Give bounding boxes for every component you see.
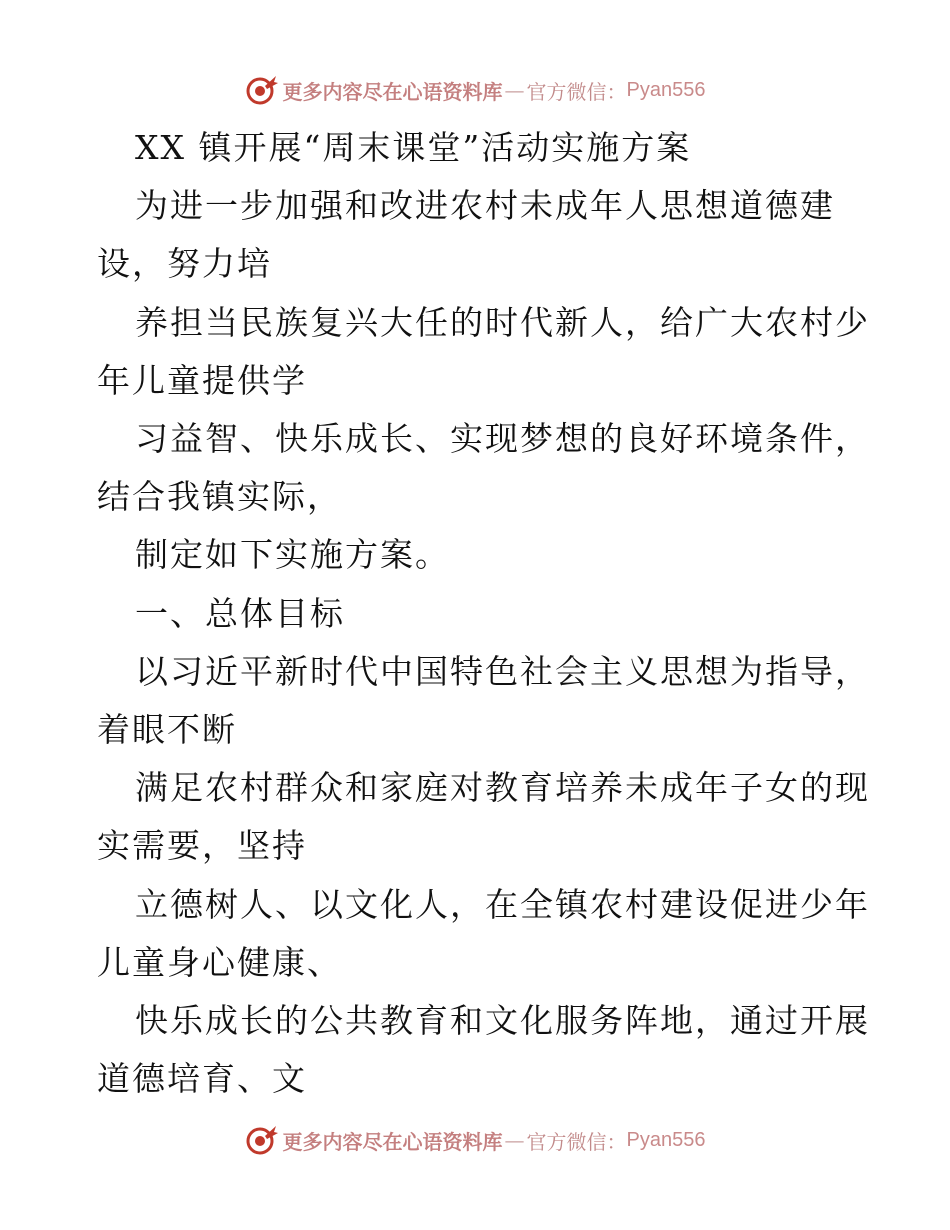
text-line: 制定如下实施方案。 (135, 535, 450, 575)
footer-watermark (0, 1120, 950, 1160)
text-line: 习益智、快乐成长、实现梦想的良好环境条件， (135, 419, 870, 459)
text-line: 快乐成长的公共教育和文化服务阵地，通过开展 (135, 1001, 870, 1041)
text-line: 道德培育、文 (97, 1059, 307, 1099)
header-watermark (0, 70, 950, 110)
wechat-id: Pyan556 (626, 78, 706, 101)
text-line: 养担当民族复兴大任的时代新人，给广大农村少 (135, 302, 870, 342)
wechat-id: Pyan556 (626, 1128, 706, 1151)
brand-text: 更多内容尽在心语资料库 (282, 1129, 503, 1154)
text-line: 儿童身心健康、 (97, 942, 342, 982)
text-line: 着眼不断 (97, 710, 237, 750)
text-line: 为进一步加强和改进农村未成年人思想道德建 (135, 186, 835, 226)
text-line: 立德树人、以文化人，在全镇农村建设促进少年 (135, 884, 870, 924)
logo-icon (245, 73, 279, 107)
text-line: 满足农村群众和家庭对教育培养未成年子女的现 (135, 768, 870, 808)
document-body (97, 119, 887, 1108)
text-line: 年儿童提供学 (97, 360, 307, 400)
wechat-label: 官方微信： (526, 79, 627, 104)
brand-text: 更多内容尽在心语资料库 (282, 79, 503, 104)
separator-dash: — (504, 1128, 525, 1152)
text-line: 以习近平新时代中国特色社会主义思想为指导， (135, 651, 870, 691)
text-line: 一、总体目标 (135, 593, 345, 633)
text-line: 实需要，坚持 (97, 826, 307, 866)
logo-icon (245, 1123, 279, 1157)
wechat-label: 官方微信： (526, 1129, 627, 1154)
text-line: 结合我镇实际， (97, 477, 342, 517)
text-line: XX 镇开展“周末课堂”活动实施方案 (135, 128, 692, 167)
text-line: 设，努力培 (97, 244, 272, 284)
separator-dash: — (504, 78, 525, 102)
